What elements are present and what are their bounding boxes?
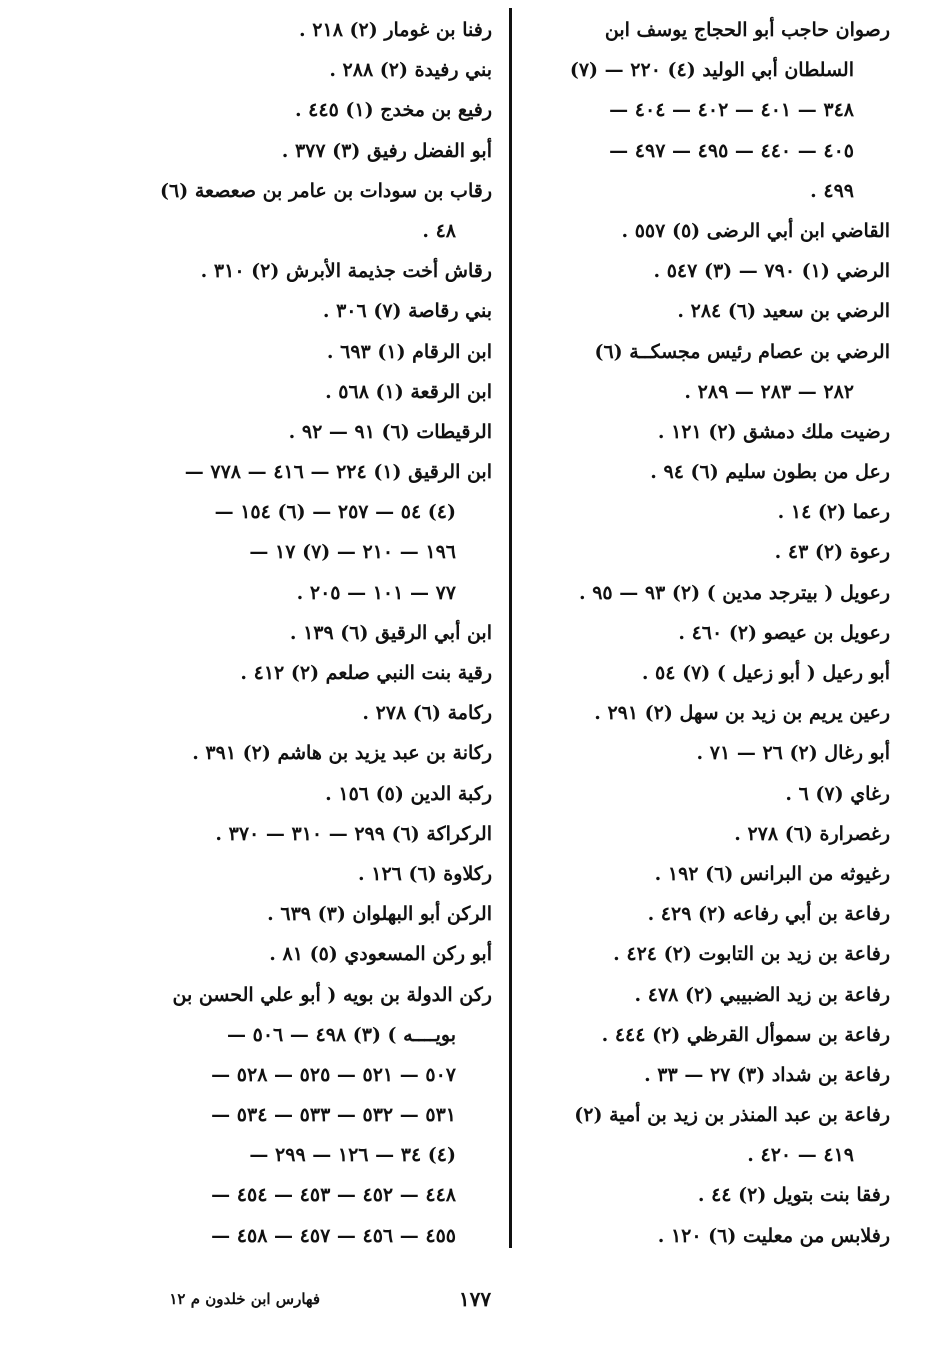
index-entry: أبو رعيل ( أبو زعيل ) (٧) ٥٤ . (641, 662, 890, 684)
index-entry: رعوة (٢) ٤٣ . (774, 541, 890, 564)
index-entry: الركراكة (٦) ٢٩٩ — ٣١٠ — ٣٧٠ . (215, 822, 492, 845)
index-entry-continuation: ٢٨٢ — ٢٨٣ — ٢٨٩ . (684, 380, 854, 403)
index-entry: الرضي بن سعيد (٦) ٢٨٤ . (677, 300, 890, 323)
column-divider (509, 8, 512, 1248)
index-entry-continuation: ٤٠٥ — ٤٤٠ — ٤٩٥ — ٤٩٧ — (609, 139, 854, 162)
index-entry-continuation: بويــــه ) (٣) ٤٩٨ — ٥٠٦ — (227, 1023, 456, 1046)
index-column-right (528, 10, 890, 1256)
index-entry-continuation: ٥٣١ — ٥٣٢ — ٥٣٣ — ٥٣٤ — (211, 1104, 456, 1127)
index-entry: رفاعة بن زيد الضبيبي (٢) ٤٧٨ . (634, 983, 890, 1006)
index-entry-continuation: ٤١٩ — ٤٢٠ . (747, 1144, 854, 1167)
index-entry: ركانة بن عبد يزيد بن هاشم (٢) ٣٩١ . (192, 742, 492, 765)
index-entry-continuation: ٤٤٨ — ٤٥٢ — ٤٥٣ — ٤٥٤ — (211, 1184, 456, 1207)
index-entry: ركن الدولة بن بويه ( أبو علي الحسن بن (172, 983, 492, 1006)
index-entry: ابن الرقعة (١) ٥٦٨ . (325, 380, 492, 403)
index-entry-continuation: ١٩٦ — ٢١٠ — (٧) ١٧ — (249, 541, 456, 564)
index-entry: بني رفيدة (٢) ٢٨٨ . (329, 59, 492, 82)
index-entry: أبو ركن المسعودي (٥) ٨١ . (269, 943, 492, 966)
index-entry: رعويل ( بيترجد مدين ) (٢) ٩٣ — ٩٥ . (578, 581, 890, 604)
index-entry-continuation: ٧٧ — ١٠١ — ٢٠٥ . (296, 581, 456, 604)
index-entry: الرضي بن عصام رئيس مجسكــة (٦) (594, 340, 890, 363)
index-entry: رغصرارة (٦) ٢٧٨ . (734, 822, 890, 845)
index-entry: رعما (٢) ١٤ . (777, 501, 890, 524)
index-entry: رفيع بن مخدج (١) ٤٤٥ . (294, 99, 492, 122)
index-entry-continuation: (٤) ٥٤ — ٢٥٧ — (٦) ١٥٤ — (214, 501, 456, 524)
index-entry: الرضي (١) ٧٩٠ — (٣) ٥٤٧ . (653, 260, 890, 283)
index-entry: رفقا بنت بتويل (٢) ٤٤ . (697, 1184, 890, 1207)
index-entry: الركن أبو البهلوان (٣) ٦٣٩ . (267, 903, 492, 926)
index-entry: ابن أبي الرقيق (٦) ١٣٩ . (289, 621, 492, 644)
index-column-left (140, 10, 492, 1256)
index-entry: رفاعة بن سموأل القرظي (٢) ٤٤٤ . (601, 1023, 890, 1046)
index-entry: رصوان حاجب أبو الحجاج يوسف ابن (604, 19, 890, 41)
index-entry: رقاش أخت جذيمة الأبرش (٢) ٣١٠ . (200, 260, 492, 283)
index-entry: رضيت ملك دمشق (٢) ١٢١ . (657, 420, 890, 443)
index-entry: بني رقاصة (٧) ٣٠٦ . (322, 300, 492, 323)
index-entry: ركامة (٦) ٢٧٨ . (362, 702, 492, 725)
index-entry: رفاعة بن أبي رفاعه (٢) ٤٢٩ . (647, 903, 890, 926)
index-entry: رفاعة بن شداد (٣) ٢٧ — ٣٣ . (644, 1063, 890, 1086)
index-entry-continuation: ٣٤٨ — ٤٠١ — ٤٠٢ — ٤٠٤ — (609, 99, 854, 122)
index-entry-continuation: ٥٠٧ — ٥٢١ — ٥٢٥ — ٥٢٨ — (211, 1063, 456, 1086)
index-entry: رغاي (٧) ٦ . (785, 782, 890, 805)
index-entry: رقاب بن سودات بن عامر بن صعصعة (٦) (160, 179, 492, 202)
index-entry: الرقيطات (٦) ٩١ — ٩٢ . (288, 420, 492, 443)
index-entry: رقية بنت النبي صلعم (٢) ٤١٢ . (240, 662, 492, 684)
page-number: ١٧٧ (458, 1287, 492, 1311)
index-entry: أبو رغال (٢) ٢٦ — ٧١ . (696, 742, 890, 765)
index-entry: رفاعة بن زيد بن التابوت (٢) ٤٢٤ . (613, 943, 890, 966)
index-entry: رفلابس من معليت (٦) ١٢٠ . (657, 1224, 890, 1247)
index-entry: رفنا بن غومار (٢) ٢١٨ . (299, 19, 492, 41)
index-entry: رعين يريم بن زيد بن سهل (٢) ٢٩١ . (594, 702, 890, 725)
index-entry: ابن الرقيق (١) ٢٢٤ — ٤١٦ — ٧٧٨ — (184, 461, 492, 484)
index-entry: أبو الفضل رفيق (٣) ٣٧٧ . (281, 139, 492, 162)
index-entry: ابن الرقام (١) ٦٩٣ . (326, 340, 492, 363)
index-entry: ركبة الدين (٥) ١٥٦ . (325, 782, 492, 805)
index-entry: ركلاوة (٦) ١٢٦ . (358, 862, 492, 885)
index-entry-continuation: ٤٥٥ — ٤٥٦ — ٤٥٧ — ٤٥٨ — (211, 1224, 456, 1247)
running-footer-title: فهارس ابن خلدون م ١٢ (169, 1290, 320, 1308)
index-entry-continuation: ٤٩٩ . (810, 179, 854, 202)
index-entry: رعويل بن عيصو (٢) ٤٦٠ . (678, 621, 890, 644)
index-entry-continuation: (٤) ٣٤ — ١٢٦ — ٢٩٩ — (249, 1144, 456, 1167)
index-entry-continuation: السلطان أبي الوليد (٤) ٢٢٠ — (٧) (569, 59, 854, 82)
index-entry: رغيوثه من البرانس (٦) ١٩٢ . (654, 862, 890, 885)
index-entry-continuation: ٤٨ . (422, 219, 456, 242)
index-entry: القاضي ابن أبي الرضى (٥) ٥٥٧ . (621, 219, 890, 242)
index-entry: رفاعة بن عبد المنذر بن زيد بن أمية (٢) (574, 1104, 890, 1127)
index-entry: رعل من بطون سليم (٦) ٩٤ . (650, 461, 890, 484)
